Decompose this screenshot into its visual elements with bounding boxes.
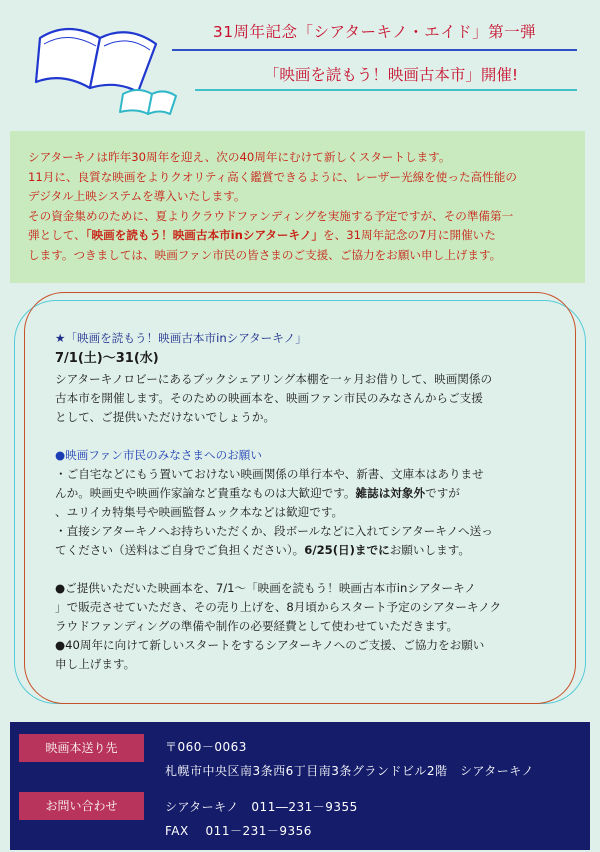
usage-line: ●ご提供いただいた映画本を、7/1～「映画を読もう！映画古本市inシアターキノ [55,581,476,595]
usage-line: ●40周年に向けて新しいスタートをするシアターキノへのご支援、ご協力をお願い [55,638,485,652]
event-desc-line: シアターキノロビーにあるブックシェアリング本棚を一ヶ月お借りして、映画関係の [55,372,493,386]
request-text: てください（送料はご自身でご負担ください）。 [55,543,305,557]
intro-box [10,131,585,283]
event-desc-line: 古本市を開催します。そのための映画本を、映画ファン市民のみなさんからご支援 [55,391,483,405]
headline-event: 「映画を読もう！映画古本市」開催! [263,66,519,84]
intro-line: シアターキノは昨年30周年を迎え、次の40周年にむけて新しくスタートします。 [28,150,451,164]
request-text: んか。映画史や映画作家論など貴重なものは大歓迎です。 [55,486,356,500]
magazine-excluded-note: 雑誌は対象外 [355,486,426,500]
headline-anniversary: 31周年記念「シアターキノ・エイド」第一弾 [212,23,537,41]
phone-number: シアターキノ 011―231－9355 [165,800,358,814]
request-line: ・直接シアターキノへお持ちいただくか、段ボールなどに入れてシアターキノへ送っ [55,524,493,538]
request-heading: ●映画ファン市民のみなさまへのお願い [55,448,262,462]
event-desc-line: として、ご提供いただけないでしょうか。 [55,410,276,424]
address: 札幌市中央区南3条西6丁目南3条グランドビル2階 シアターキノ [165,764,534,778]
open-books-icon [28,10,178,120]
request-text: お願いします。 [389,543,470,557]
usage-line: 」で販売させていただき、その売り上げを、8月頃からスタート予定のシアターキノク [55,600,502,614]
intro-line: その資金集めのために、夏よりクラウドファンディングを実施する予定ですが、その準備第一 [28,208,514,223]
request-line: ・ご自宅などにもう置いておけない映画関係の単行本や、新書、文庫本はありませ [55,467,484,481]
usage-line: 申し上げます。 [55,657,136,671]
intro-line: 11月に、良質な映画をよりクオリティ高く鑑賞できるように、レーザー光線を使った高性能の [28,169,517,184]
request-line [55,484,575,503]
intro-line: デジタル上映システムを導入いたします。 [28,189,246,203]
postal-code: 〒060－0063 [165,740,247,754]
intro-line [28,226,571,246]
event-date: 7/1(土)～31(水) [55,351,159,366]
intro-text: を、31周年記念の7月に開催いた [323,228,496,242]
deadline: 6/25(日)までに [304,543,390,557]
fax-number: FAX 011－231－9356 [165,824,312,838]
contact-label: お問い合わせ [19,792,144,820]
headline-underline-cyan [195,89,577,91]
intro-event-name: 「映画を読もう！映画古本市inシアターキノ」 [85,228,324,242]
request-line [55,541,575,560]
intro-line: します。つきましては、映画ファン市民の皆さまのご支援、ご協力をお願い申し上げます。 [28,247,502,262]
usage-line: ラウドファンディングの準備や制作の必要経費として使わせていただきます。 [55,619,459,633]
event-details [55,329,575,674]
request-line: 、ユリイカ特集号や映画監督ムック本などは歓迎です。 [55,505,344,519]
headline-underline-blue [172,49,577,51]
send-address-label: 映画本送り先 [19,734,144,762]
event-title: ★「映画を読もう！映画古本市inシアターキノ」 [55,331,307,345]
request-text: ですが [425,486,460,500]
contact-footer [10,722,590,850]
intro-text: 弾として、 [28,228,86,242]
